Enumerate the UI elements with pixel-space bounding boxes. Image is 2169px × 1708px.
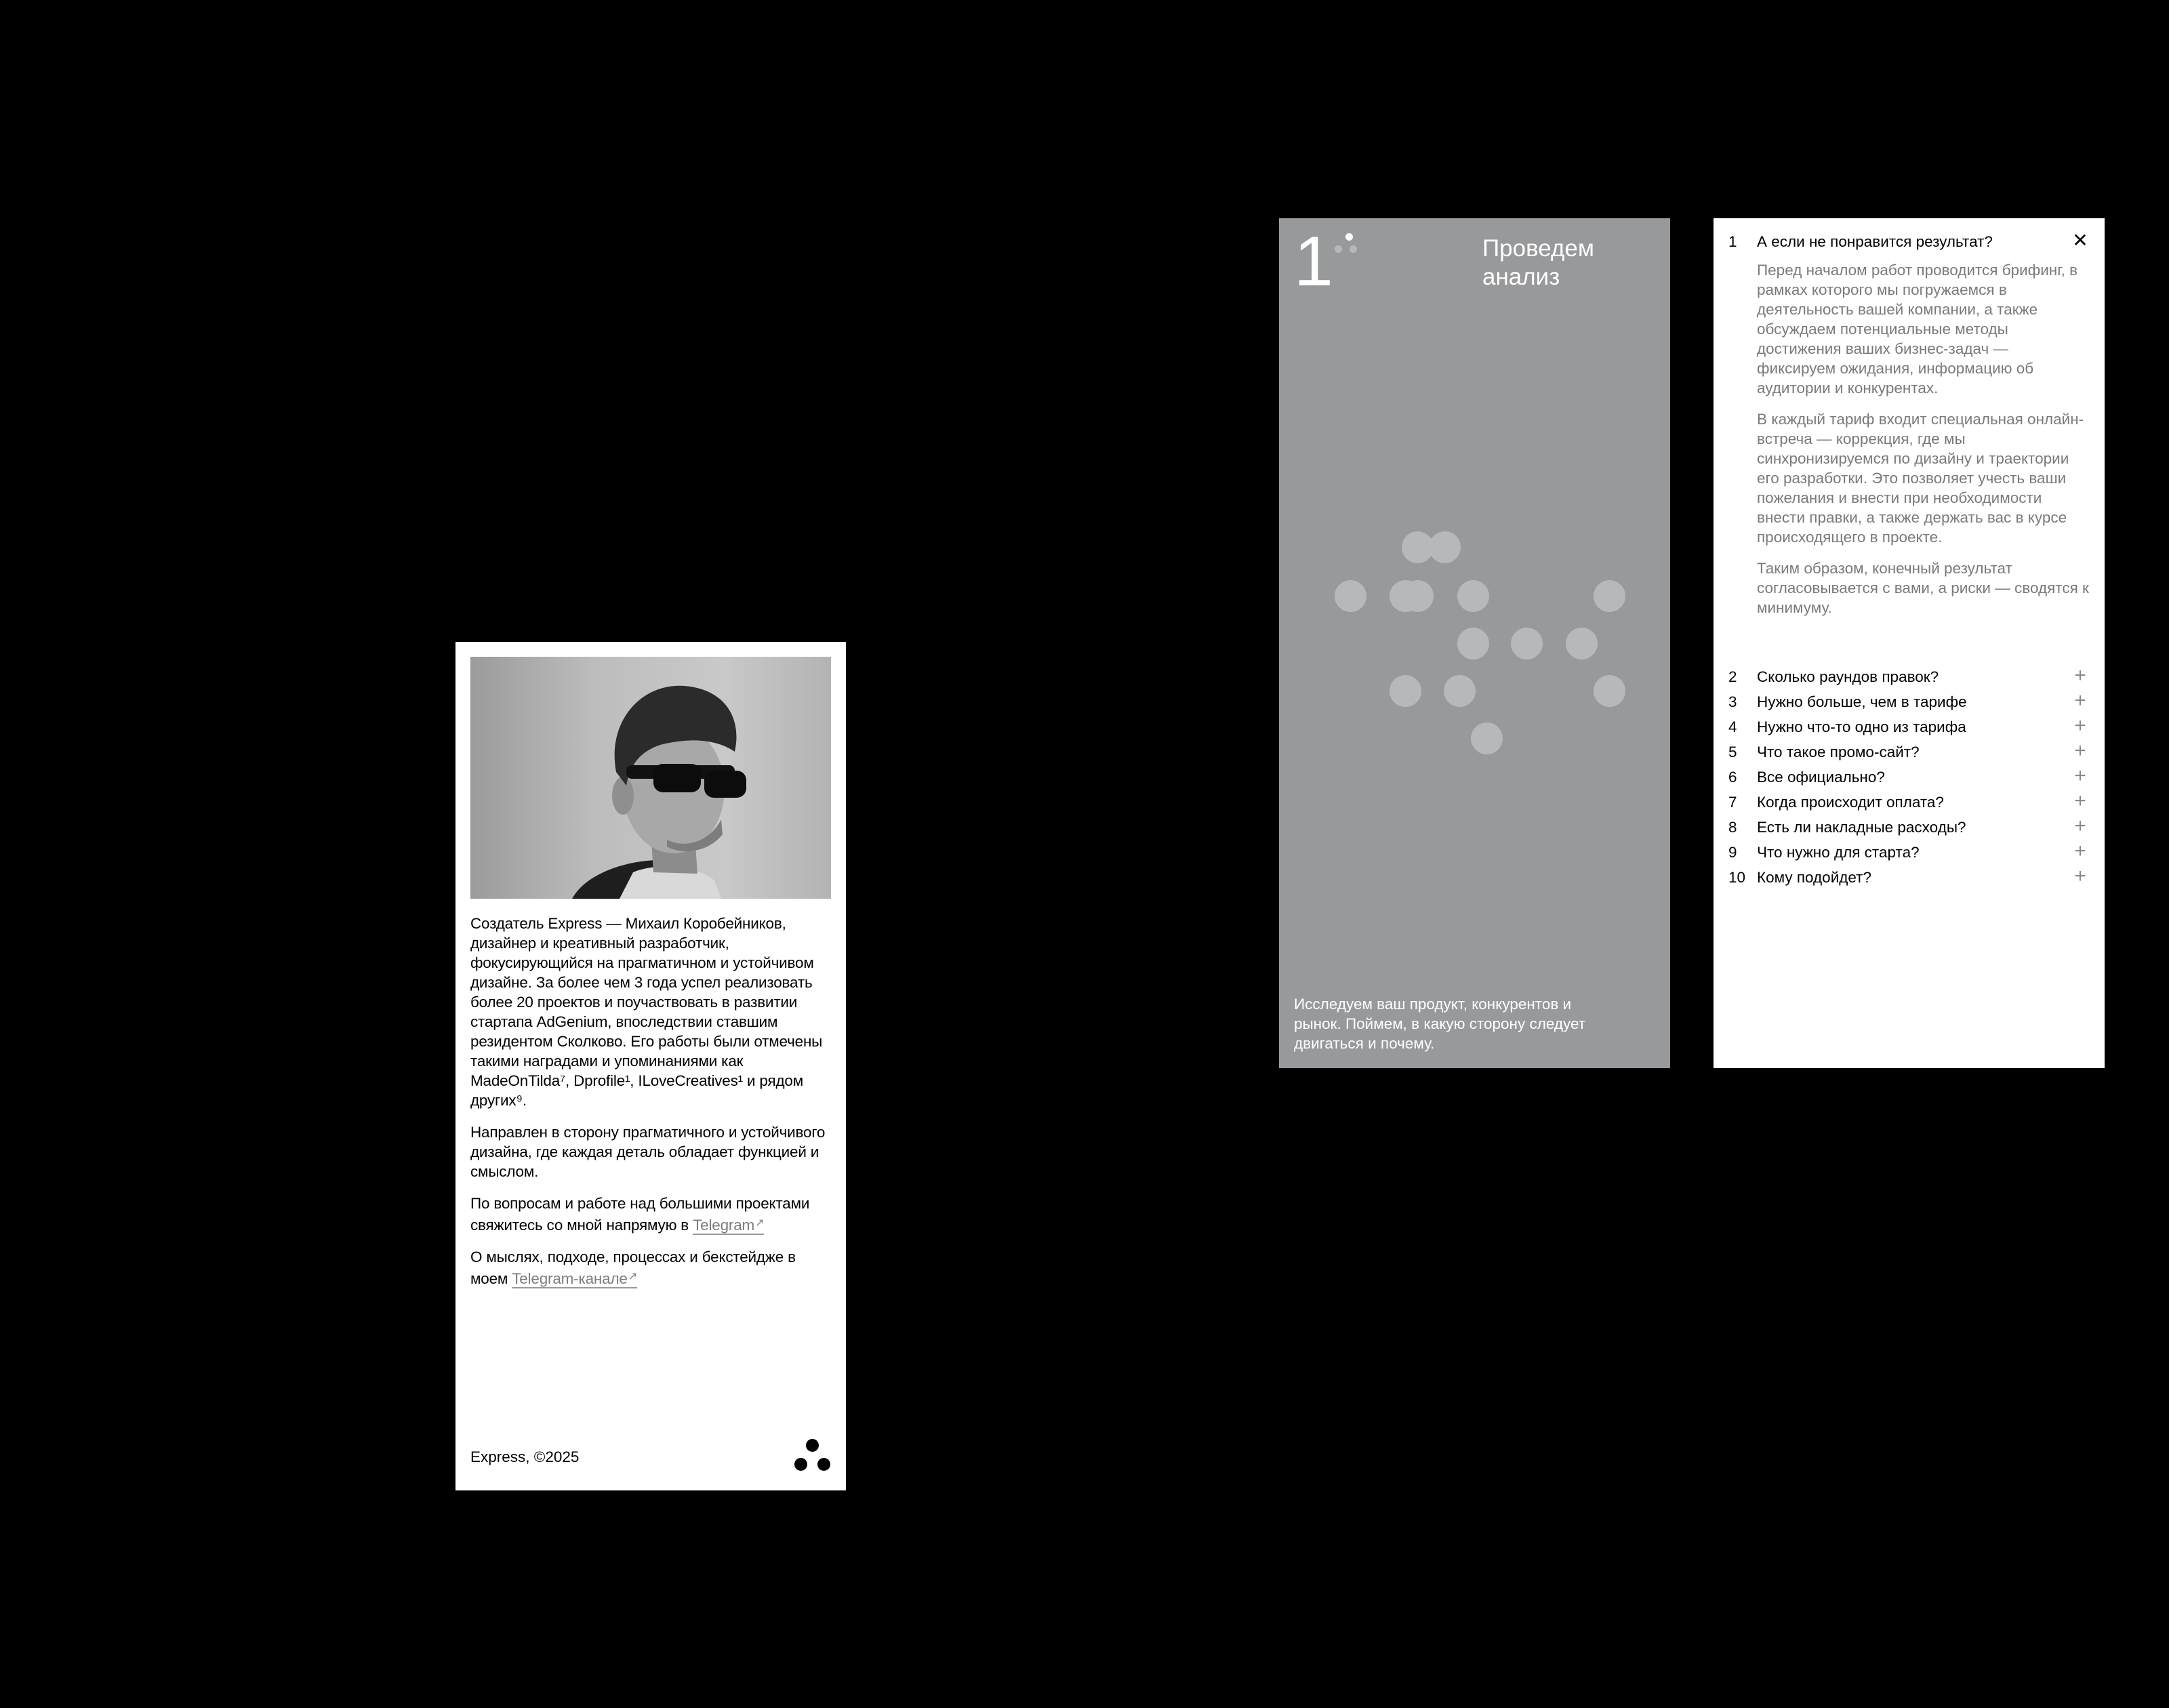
about-contact [470, 1194, 831, 1235]
faq-number: 9 [1728, 844, 1737, 861]
faq-question: Нужно что-то одно из тарифа [1757, 718, 1966, 735]
logo-dot [817, 1458, 830, 1471]
faq-answer [1757, 260, 2089, 629]
faq-number: 5 [1728, 744, 1737, 760]
plus-icon[interactable]: + [2074, 790, 2086, 812]
faq-item[interactable] [1728, 714, 2090, 741]
logo-dot [794, 1458, 807, 1471]
faq-item[interactable] [1728, 689, 2090, 716]
step-screen [1279, 218, 1670, 1068]
telegram-link-label: Telegram [693, 1217, 755, 1234]
about-text [470, 914, 831, 1288]
about-channel [470, 1247, 831, 1288]
channel-text: О мыслях, подходе, процессах и бекстейдже в моем [470, 1248, 796, 1287]
plus-icon[interactable]: + [2074, 714, 2086, 737]
close-icon[interactable]: ✕ [2072, 230, 2088, 251]
faq-item[interactable] [1728, 739, 2090, 767]
faq-question: Есть ли накладные расходы? [1757, 819, 1966, 836]
telegram-channel-link[interactable] [512, 1270, 637, 1288]
plus-icon[interactable]: + [2074, 840, 2086, 862]
faq-number: 7 [1728, 794, 1737, 811]
logo-dot [806, 1439, 819, 1452]
faq-number: 3 [1728, 693, 1737, 710]
faq-item[interactable] [1728, 840, 2090, 867]
step-description: Исследуем ваш продукт, конкурентов и рынок. Поймем, в какую сторону следует двигаться и почему. [1294, 996, 1586, 1052]
step-title: Проведем анализ [1482, 235, 1594, 290]
about-bio: Создатель Express — Михаил Коробейников, дизайнер и креативный разработчик, фокусирующийся на прагматичном и устойчивом дизайне. За более чем 3 года успел реализовать более 20 проектов и поучаствовать в развитии стартапа AdGenium, впоследствии ставшим резидентом Сколково. Его работы были отмечены такими наградами и упоминаниями как MadeOnTilda⁷, Dprofile¹, ILoveCreatives¹ и рядом других⁹. [470, 915, 823, 1109]
about-screen [455, 642, 846, 1490]
faq-question: Кому подойдет? [1757, 869, 1871, 886]
faq-number: 4 [1728, 718, 1737, 735]
faq-screen [1714, 218, 2105, 1068]
faq-answer-paragraph: В каждый тариф входит специальная онлайн-встреча — коррекция, где мы синхронизируемся по дизайну и траектории его разработки. Это позволяет учесть ваши пожелания и внести при необходимости внести правки, а также держать вас в курсе происходящего в проекте. [1757, 411, 2084, 546]
faq-answer-paragraph: Таким образом, конечный результат согласовывается с вами, а риски — сводятся к минимуму. [1757, 560, 2089, 616]
plus-icon[interactable]: + [2074, 664, 2086, 687]
faq-item-open[interactable] [1728, 230, 2090, 256]
step-dots-icon [1335, 233, 1375, 274]
faq-number: 2 [1728, 668, 1737, 685]
faq-number: 10 [1728, 869, 1746, 886]
faq-question: Нужно больше, чем в тарифе [1757, 693, 1967, 710]
plus-icon[interactable]: + [2074, 689, 2086, 712]
plus-icon[interactable]: + [2074, 865, 2086, 887]
faq-item[interactable] [1728, 765, 2090, 792]
three-dots-logo-icon[interactable] [794, 1439, 831, 1476]
plus-icon[interactable]: + [2074, 765, 2086, 787]
external-arrow-icon: ↗ [628, 1271, 637, 1282]
faq-question: Сколько раундов правок? [1757, 668, 1939, 685]
about-approach: Направлен в сторону прагматичного и устойчивого дизайна, где каждая деталь обладает функцией и смыслом. [470, 1124, 826, 1180]
faq-number: 6 [1728, 769, 1737, 786]
faq-item[interactable] [1728, 664, 2090, 691]
faq-question: А если не понравится результат? [1757, 233, 1993, 250]
telegram-channel-link-label: Telegram-канале [512, 1270, 628, 1287]
contact-text: По вопросам и работе над большими проектами свяжитесь со мной напрямую в [470, 1195, 810, 1234]
faq-answer-paragraph: Перед началом работ проводится брифинг, в рамках которого мы погружаемся в деятельность вашей компании, а также обсуждаем потенциальные методы достижения ваших бизнес-задач — фиксируем ожидания, информацию об аудитории и конкурентах. [1757, 262, 2078, 396]
external-arrow-icon: ↗ [755, 1217, 765, 1229]
faq-item[interactable] [1728, 815, 2090, 842]
faq-item[interactable] [1728, 865, 2090, 892]
plus-icon[interactable]: + [2074, 739, 2086, 762]
faq-question: Что такое промо-сайт? [1757, 744, 1920, 760]
faq-question: Все официально? [1757, 769, 1885, 786]
plus-icon[interactable]: + [2074, 815, 2086, 837]
faq-number: 1 [1728, 233, 1737, 250]
step-number: 1 [1294, 222, 1333, 301]
faq-question: Когда происходит оплата? [1757, 794, 1944, 811]
faq-item[interactable] [1728, 790, 2090, 817]
telegram-link[interactable] [693, 1217, 764, 1235]
faq-number: 8 [1728, 819, 1737, 836]
copyright: Express, ©2025 [470, 1448, 580, 1465]
about-footer [470, 1439, 831, 1476]
portrait-photo [470, 657, 831, 899]
faq-question: Что нужно для старта? [1757, 844, 1920, 861]
